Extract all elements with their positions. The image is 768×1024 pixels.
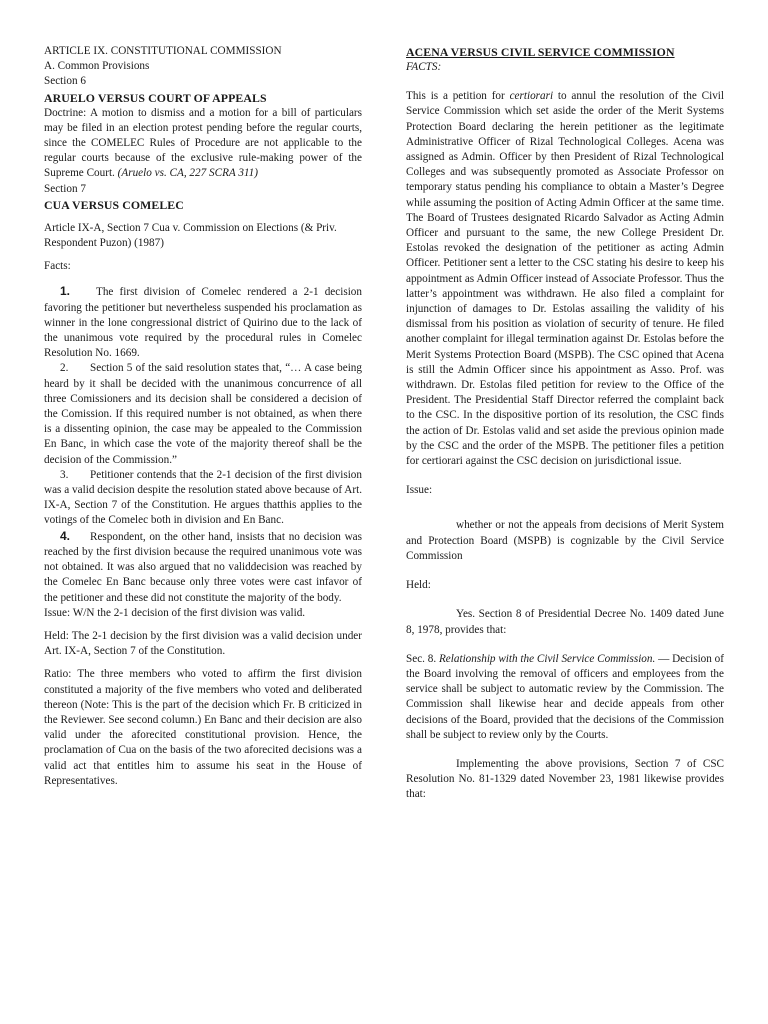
acena-case-title: ACENA VERSUS CIVIL SERVICE COMMISSION [406,45,675,59]
cua-article-reference: Article IX-A, Section 7 Cua v. Commission on Elections (& Priv. Respondent Puzon) (1987) [44,221,337,250]
acena-issue-body: whether or not the appeals from decisions of Merit System and Protection Board (MSPB) is cognizable by the Civil Service Commission [406,519,724,562]
sec8-number: Sec. 8. [406,652,437,665]
cua-facts-label: Facts: [44,260,71,273]
cua-ratio: Ratio: The three members who voted to affirm the first division constituted a majority of the five members who voted and deliberated thereon (Note: This is the part of the decision which Fr. B criticized in the Reviewer. See second column.) En Banc and their decision are also valid under the aforecited constitutional provision. Hence, the proclamation of Cua on the basis of the two aforecited decisions was a valid act that entitles him to assume his seat in the House of Representatives. [44,668,362,787]
sec8-title: Relationship with the Civil Service Commission. [438,652,656,665]
article-heading: ARTICLE IX. CONSTITUTIONAL COMMISSION [44,45,282,57]
aruelo-citation: (Aruelo vs. CA, 227 SCRA 311) [117,167,259,180]
right-column [406,44,724,803]
fact-text: Section 5 of the said resolution states that, “… A case being heard by it shall be decided with the unanimous concurrence of all three Comissioners and its decision shall be considered a decision of the Comission. If this required number is not obtained, as when there is a dissenting opinion, the case may be appealed to the Commission En Banc, in which case the vote of the majority thereof shall be the decision of the Commission.” [44,362,362,466]
aruelo-doctrine [44,106,362,182]
common-provisions-heading: A. Common Provisions [44,60,150,73]
aruelo-case-title: ARUELO VERSUS COURT OF APPEALS [44,90,267,105]
left-column [44,44,362,789]
fact-number: 4. [60,528,71,543]
fact-number: 3. [60,468,69,481]
acena-held-label: Held: [406,579,431,592]
fact-item [44,529,362,606]
acena-facts-body: to annul the resolution of the Civil Service Commission which set aside the order of the Merit Systems Protection Board declaring the herein petitioner as the legitimate Administrative Officer of Rizal Technological Colleges. Acena was assigned as Admin. Officer by then President of Rizal Technological Colleges and was subsequently promoted as Associate Professor on temporary status pending his compliance to obtain a Master’s Degree while assuming the position of Acting Admin Officer at the same time. The Board of Trustees designated Ricardo Salvador as Acting Admin Officer and pursuant to the same, the new College President Dr. Estolas revoked the designation of the petitioner as acting Admin Officer. Petitioner sent a letter to the CSC stating his desire to keep his appointment as Admin Officer instead of Associate Professor. Thus the latter’s appointment was withdrawn. He also filed a complaint for injunction of damages to Dr. Estolas assailing the validity of his dismissal from his position as violation of security of tenure. He filed another complaint for illegal termination against Dr. Estolas before the Merit Systems Protection Board (MSPB). The CSC opined that Acena is still the Admin Officer since his appointment as Asso. Prof. was withdrawn. Dr. Estolas filed petition for review to the Office of the President. The Presidential Staff Director referred the complaint back to the CSC. In the dispositive portion of its resolution, the CSC finds the action of Dr. Estolas valid and set aside the previous opinion made by the CSC and the order of the MSPB. The petitioner files a petition for certiorari against the CSC decision on jurisdictional issue. [406,90,725,468]
section-7-heading: Section 7 [44,182,86,195]
acena-facts [406,89,724,469]
sec8-body: — Decision of the Board involving the removal of officers and employees from the service shall be subject to automatic review by the Commission. The Commission shall likewise hear and decide appeals from other decisions of the Board, provided that the decisions of the Commission shall be subject to review only by the Courts. [406,652,724,741]
acena-held-text [406,607,724,637]
acena-certiorari-term: certiorari [509,90,554,103]
acena-facts-intro: This is a petition for [406,90,505,103]
fact-text: Respondent, on the other hand, insists that no decision was reached by the first division because the required unanimous vote was not obtained. It was also argued that no validdecision was reached by the Comelec En Banc because only three votes were cast infavor of the petitioner and these did not constitute the majority of the body. [44,530,362,604]
fact-number: 1. [60,284,71,299]
fact-text: The first division of Comelec rendered a 2-1 decision favoring the petitioner but nevertheless suspended his proclamation as winner in the lone congressional district of Quirino due to the lack of the unanimous vote required by the procedural rules in Comelec Resolution No. 1669. [44,286,362,360]
cua-held: Held: The 2-1 decision by the first division was a valid decision under Art. IX-A, Section 7 of the Constitution. [44,629,362,658]
implementing-provision [406,757,724,803]
fact-item [44,284,362,361]
acena-issue-label: Issue: [406,484,433,497]
implementing-text: Implementing the above provisions, Section 7 of CSC Resolution No. 81-1329 dated November 23, 1981 likewise provides that: [406,757,724,801]
acena-issue-text [406,518,724,564]
cua-issue: Issue: W/N the 2-1 decision of the first division was valid. [44,606,306,619]
aruelo-doctrine-text: Doctrine: A motion to dismiss and a motion for a bill of particulars may be filed in an election protest pending before the regular courts, since the COMELEC Rules of Procedure are not applicable to the regular courts because of the exclusive rule-making power of the Supreme Court. [44,106,362,180]
fact-number: 2. [60,362,69,375]
acena-facts-label: FACTS: [406,61,442,73]
fact-text: Petitioner contends that the 2-1 decision of the first division was a valid decision despite the resolution stated above because of Art. IX-A, Section 7 of the Constitution. He argues thatthis applies to the votings of the Comelec both in division and En Banc. [44,468,362,527]
cua-case-title: CUA VERSUS COMELEC [44,197,184,212]
section-6-heading: Section 6 [44,75,86,88]
fact-item [44,468,362,529]
fact-item [44,361,362,467]
acena-held-body: Yes. Section 8 of Presidential Decree No. 1409 dated June 8, 1978, provides that: [406,608,724,636]
sec8-provision [406,652,724,743]
